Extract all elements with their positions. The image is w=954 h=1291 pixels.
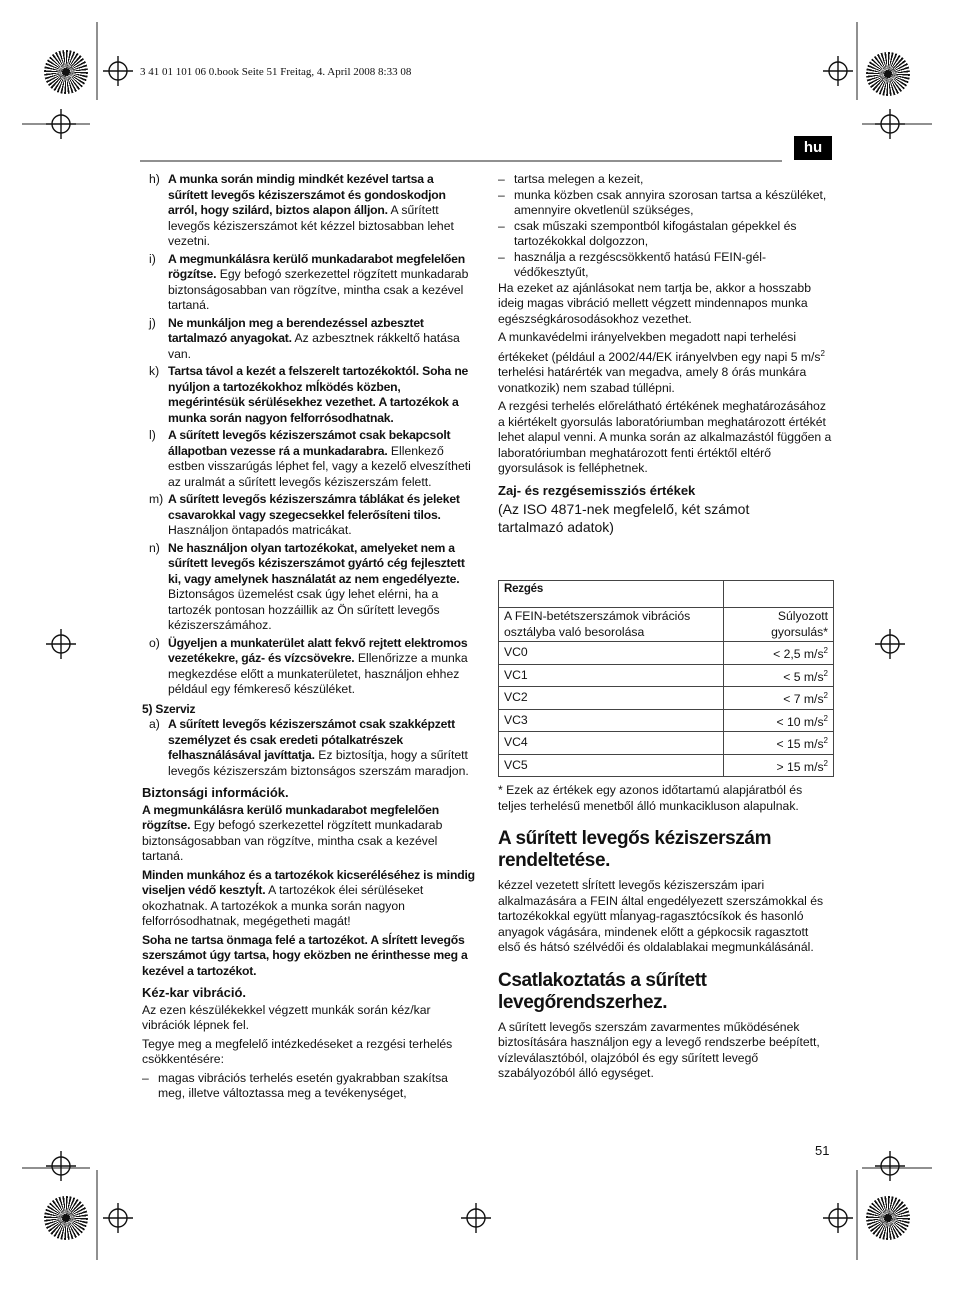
vibration-class-cell: VC3 (499, 709, 724, 732)
emission-subheading: (Az ISO 4871-nek megfelelő, két számot tartalmazó adatok) (498, 501, 750, 536)
vibration-dash-item: – magas vibrációs terhelés esetén gyakrabban szakítsa meg, illetve változtassa meg a tevékenységet, (142, 1071, 476, 1102)
item-label: h) (149, 172, 160, 186)
safety-info-heading: Biztonsági információk. (142, 785, 289, 800)
safety-rule-item (142, 428, 476, 490)
paragraph: A munkavédelmi irányelvekben megadott napi terhelési értékeket (például a 2002/44/EK irányelvben egy napi 5 $m/s^2$ terhelési határérték van megadva, amely 8 órás munkára vonatkozik) nem szabad túllépni. (498, 330, 825, 395)
paragraph: Ha ezeket az ajánlásokat nem tartja be, akkor a hosszabb ideig magas vibráció mellett végzett mindennapos munka egészségkárosodásokhoz vezethet. (498, 280, 811, 326)
item-bold: Ügyeljen a munkaterület alatt fekvő rejtett elektromos vezetékekre, gáz- és vízcsövekre. (168, 635, 468, 665)
vibration-heading: Kéz-kar vibráció. (142, 985, 247, 1000)
acceleration-cell: < 10 $m/s^2$ (724, 709, 834, 732)
section-heading-connect: Csatlakoztatás a sűrített levegőrendszerhez. (498, 969, 707, 1013)
item-text: Ellenkező estben visszarúgás léphet fel, vagy a kezelő elveszítheti az uralmát a sűrített levegős kéziszerszám felett. (168, 443, 471, 489)
paragraph-bold: A megmunkálásra kerülő munkadarabot megfelelően rögzítse. (142, 802, 439, 832)
item-bold: Tartsa távol a kezét a felszerelt tartozékoktól. Soha ne nyúljon a tartozékokhoz mĺködés közben, megérintésük sérülésekhez vezethet. A tartozékok a munka során nagyon felforrósodhatnak. (168, 364, 469, 425)
item-label: n) (149, 540, 160, 555)
safety-info-paragraphs (142, 803, 476, 980)
acceleration-cell: < 5 $m/s^2$ (724, 664, 834, 687)
item-label: a) (149, 717, 160, 731)
paragraph: A sűrített levegős szerszám zavarmentes működésének biztosítására használjon egy a levegő rendszerbe beépített, vízleválasztóból, olajzóból és egy sűrített levegő szabályozóból álló egységet. (498, 1019, 820, 1081)
section-heading-use: A sűrített levegős kéziszerszám rendeltetése. (498, 828, 772, 872)
dash-item: – munka közben csak annyira szorosan tartsa a készüléket, amennyire okvetlenül szükséges, (498, 188, 834, 219)
item-label: k) (149, 364, 160, 378)
safety-rules-list (142, 172, 476, 698)
item-text: Biztonságos üzemelést csak úgy lehet elérni, ha a tartozék pontosan hozzáillik az Ön sűrített levegős kéziszerszámához. (168, 587, 440, 632)
item-text: Egy befogó szerkezettel rögzített munkadarab biztonságosabban van rögzítve, mintha csak a kezével tartaná. (168, 267, 469, 312)
table-header-class: A FEIN-betétszerszámok vibrációs osztályba való besorolása (499, 608, 724, 642)
safety-paragraph (142, 803, 476, 865)
item-label: o) (149, 635, 160, 650)
item-label: i) (149, 251, 156, 266)
paragraph-text: A tartozékok élei sérüléseket okozhatnak. A tartozékok a munka során nagyon felforrósodhatnak, megégetheti magát! (142, 883, 424, 928)
paragraph: A rezgési terhelés előrelátható értékének meghatározásához a kiértékelt gyorsulás laboratóriumban meghatározott értékét lehet alapul venni. A munka során az alkalmazástól függően a laboratóriumban meghatározott fenti értéktől eltérő gyorsulások is felléphetnek. (498, 399, 832, 476)
item-text: A sűrített levegős kéziszerszámot két kézzel biztosabban lehet vezetni. (168, 203, 454, 248)
item-label: m) (149, 492, 164, 506)
table-row (499, 709, 834, 732)
left-column (142, 172, 476, 1102)
vibration-class-cell: VC1 (499, 664, 724, 687)
vibration-class-cell: VC5 (499, 754, 724, 777)
right-column (498, 172, 834, 1085)
emission-heading: Zaj- és rezgésemissziós értékek (498, 482, 696, 498)
service-item (142, 717, 476, 779)
paragraph-bold: Soha ne tartsa önmaga felé a tartozékot. A sĺrített levegős szerszámot úgy tartsa, hogy eközben ne érinthesse meg a kezével a tartozékot. (142, 932, 468, 978)
safety-rule-item (142, 636, 476, 698)
acceleration-cell: < 2,5 $m/s^2$ (724, 642, 834, 665)
paragraph-text: Egy befogó szerkezettel rögzített munkadarab biztonságosabban van rögzítve, mintha csak a kezével tartaná. (142, 818, 443, 863)
vibration-class-cell: VC4 (499, 732, 724, 755)
item-bold: Ne munkáljon meg a berendezéssel azbesztet tartalmazó anyagokat. (168, 315, 424, 345)
table-header-accel: Súlyozott gyorsulás* (724, 608, 834, 642)
vibration-class-cell: VC2 (499, 687, 724, 710)
file-info-header: 3 41 01 101 06 0.book Seite 51 Freitag, 4. April 2008 8:33 08 (140, 66, 412, 78)
vibration-class-cell: VC0 (499, 642, 724, 665)
table-body (499, 642, 834, 777)
dash-item: – csak műszaki szempontból kifogástalan gépekkel és tartozékokkal dolgozzon, (498, 219, 834, 250)
service-heading: 5) Szerviz (142, 701, 196, 716)
item-text: Használjon öntapadós matricákat. (168, 523, 352, 537)
table-footnote: * Ezek az értékek egy azonos időtartamú alapjáratból és teljes terhelésű menetből álló munkacikluson alapulnak. (498, 783, 803, 813)
item-bold: A munka során mindig mindkét kezével tartsa a sűrített levegős kéziszerszámot és gondoskodjon arról, hogy szilárd, biztos alapon álljon. (168, 172, 446, 217)
item-bold: Ne használjon olyan tartozékokat, amelyeket nem a sűrített levegős kéziszerszámot gyártó cég fejlesztett ki, vagy amelynek használatát az nem engedélyezte. (168, 540, 465, 586)
page-number: 51 (815, 1143, 830, 1158)
vibration-paragraph: Tegye meg a megfelelő intézkedéseket a rezgési terhelés csökkentésére: (142, 1036, 453, 1066)
item-label: l) (149, 428, 156, 442)
safety-rule-item (142, 492, 476, 539)
safety-rule-item (142, 364, 476, 426)
table-row (499, 664, 834, 687)
table-row (499, 687, 834, 710)
table-row (499, 732, 834, 755)
safety-rule-item (142, 316, 476, 363)
acceleration-cell: < 15 $m/s^2$ (724, 732, 834, 755)
acceleration-cell: > 15 $m/s^2$ (724, 754, 834, 777)
table-title: Rezgés (499, 581, 724, 608)
dash-item: – használja a rezgéscsökkentő hatású FEIN-gél-védőkesztyűt, (498, 250, 834, 281)
item-bold: A megmunkálásra kerülő munkadarabot megfelelően rögzítse. (168, 251, 465, 281)
table-row (499, 608, 834, 642)
safety-paragraph (142, 868, 476, 930)
item-label: j) (149, 315, 156, 330)
item-text: Ellenőrizze a munka megkezdése előtt a munkaterületet, használjon ehhez például egy fémkereső készüléket. (168, 651, 468, 696)
item-bold: A sűrített levegős kéziszerszámot csak bekapcsolt állapotban vezesse rá a munkadarabra. (168, 428, 451, 458)
language-tab: hu (794, 136, 832, 160)
item-bold: A sűrített levegős kéziszerszámot csak szakképzett személyzet és csak eredeti pótalkatrészek felhasználásával javíttatja. (168, 717, 455, 762)
safety-rule-item (142, 252, 476, 314)
acceleration-cell: < 7 $m/s^2$ (724, 687, 834, 710)
vibration-table (498, 580, 834, 777)
table-row (499, 642, 834, 665)
dash-item: – tartsa melegen a kezeit, (498, 172, 834, 188)
paragraph-bold: Minden munkához és a tartozékok kicseréléséhez is mindig viseljen védő kesztyĺt. (142, 867, 475, 897)
item-bold: A sűrített levegős kéziszerszámra táblákat és jeleket csavarokkal vagy szegecsekkel felerősíteni tilos. (168, 492, 460, 522)
safety-rule-item (142, 541, 476, 634)
vibration-paragraph: Az ezen készülékekkel végzett munkák során kéz/kar vibrációk lépnek fel. (142, 1002, 431, 1032)
table-row (499, 754, 834, 777)
table-row (499, 581, 834, 608)
paragraph: kézzel vezetett sĺrített levegős kéziszerszám ipari alkalmazására a FEIN által engedélyezett szerszámokkal és tartozékokkal együtt mĺanyag-ragasztócsíkok és hasonló anyagok vágására, mindenek előtt a gépkocsik ragasztott első és hátsó szélvédői és oldalablakai megmunkálásánál. (498, 878, 824, 955)
safety-rule-item (142, 172, 476, 250)
item-text: Ez biztosítja, hogy a sűrített levegős kéziszerszám biztonságos szerszám maradjon. (168, 748, 469, 778)
safety-paragraph (142, 933, 476, 980)
item-text: Az azbesztnek rákkeltő hatása van. (168, 331, 460, 361)
